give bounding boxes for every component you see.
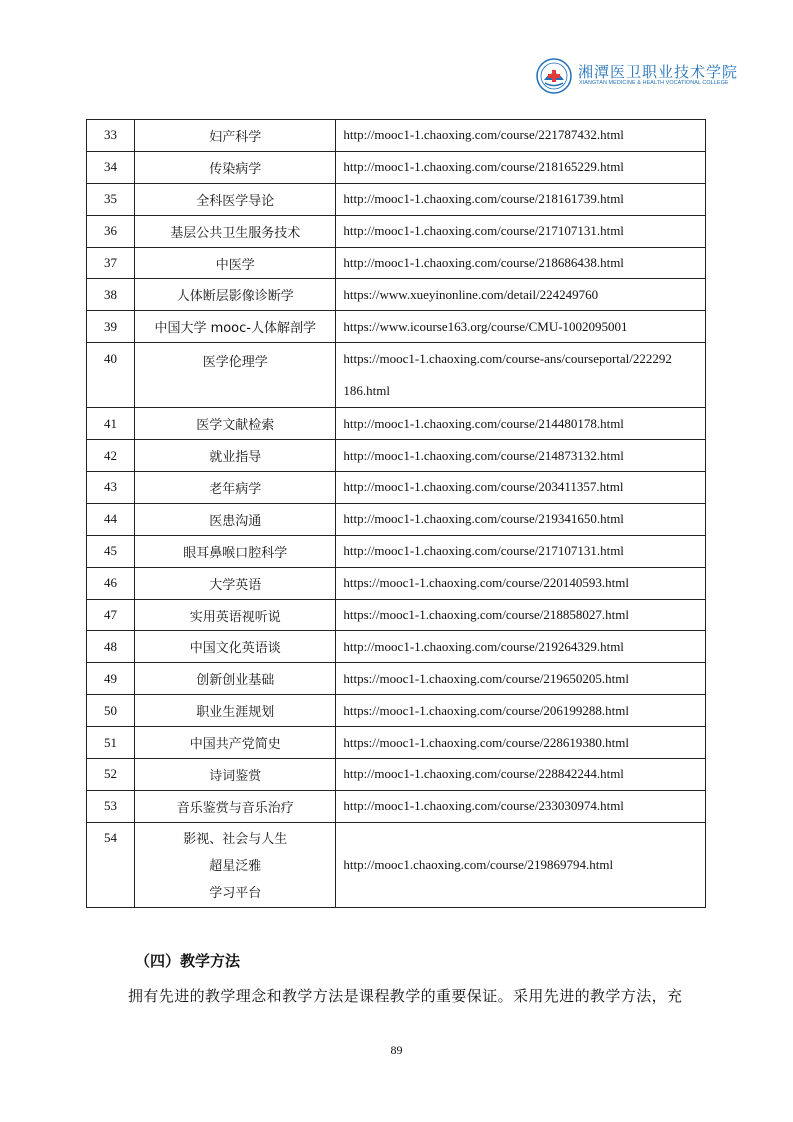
course-link[interactable]: http://mooc1-1.chaoxing.com/course/217107131.html [336,535,706,567]
row-number: 49 [87,663,135,695]
body-paragraph: 拥有先进的教学理念和教学方法是课程教学的重要保证。采用先进的教学方法，充 [128,987,683,1005]
table-row [87,311,706,343]
row-number: 39 [87,311,135,343]
course-link[interactable]: http://mooc1-1.chaoxing.com/course/219264329.html [336,631,706,663]
course-name-line: 影视、社会与人生 [183,831,288,847]
course-link[interactable]: http://mooc1-1.chaoxing.com/course/219341650.html [336,503,706,535]
course-link[interactable]: http://mooc1-1.chaoxing.com/course/221787432.html [336,120,706,152]
course-link[interactable]: http://mooc1-1.chaoxing.com/course/214873132.html [336,440,706,472]
course-name: 中医学 [135,247,336,279]
course-name: 诗词鉴赏 [135,759,336,791]
course-name: 大学英语 [135,567,336,599]
course-name-line: 超星泛雅 [209,858,262,874]
table-row [87,535,706,567]
table-row [87,120,706,152]
course-name: 妇产科学 [135,120,336,152]
course-name: 医患沟通 [135,503,336,535]
course-link[interactable]: http://mooc1-1.chaoxing.com/course/203411357.html [336,472,706,504]
table-row [87,472,706,504]
course-link[interactable]: https://mooc1-1.chaoxing.com/course/220140593.html [336,567,706,599]
course-link[interactable]: https://mooc1-1.chaoxing.com/course/206199288.html [336,695,706,727]
course-link-line: 186.html [343,383,390,399]
table-row [87,727,706,759]
row-number: 33 [87,120,135,152]
college-emblem-icon [536,58,572,94]
course-name: 实用英语视听说 [135,599,336,631]
course-link-line: https://mooc1-1.chaoxing.com/course-ans/courseportal/222292 [343,351,672,367]
table-row [87,183,706,215]
course-name: 中国大学 mooc-人体解剖学 [135,311,336,343]
course-link[interactable]: http://mooc1-1.chaoxing.com/course/218161739.html [336,183,706,215]
row-number: 45 [87,535,135,567]
course-name: 医学文献检索 [135,408,336,440]
row-number: 34 [87,151,135,183]
row-number: 53 [87,790,135,822]
row-number: 50 [87,695,135,727]
table-row [87,503,706,535]
college-logo [536,58,739,94]
course-name: 创新创业基础 [135,663,336,695]
table-row [87,822,706,907]
course-link[interactable]: http://mooc1-1.chaoxing.com/course/228842244.html [336,759,706,791]
table-row [87,663,706,695]
table-row [87,343,706,408]
course-link[interactable]: https://mooc1-1.chaoxing.com/course/219650205.html [336,663,706,695]
table-row [87,567,706,599]
course-name: 职业生涯规划 [135,695,336,727]
course-name: 医学伦理学 [135,343,336,408]
table-row [87,599,706,631]
course-link[interactable]: http://mooc1.chaoxing.com/course/219869794.html [336,822,706,907]
course-name-line: 学习平台 [209,885,262,901]
table-row [87,279,706,311]
table-row [87,408,706,440]
table-row [87,151,706,183]
row-number: 38 [87,279,135,311]
row-number: 51 [87,727,135,759]
table-row [87,759,706,791]
course-name: 人体断层影像诊断学 [135,279,336,311]
table-row [87,247,706,279]
page-number: 89 [390,1043,403,1057]
course-name: 传染病学 [135,151,336,183]
row-number: 41 [87,408,135,440]
table-row [87,215,706,247]
row-number: 54 [87,822,135,907]
row-number: 46 [87,567,135,599]
row-number: 44 [87,503,135,535]
row-number: 35 [87,183,135,215]
course-link[interactable]: https://www.xueyinonline.com/detail/224249760 [336,279,706,311]
course-link[interactable]: https://mooc1-1.chaoxing.com/course/218858027.html [336,599,706,631]
row-number: 48 [87,631,135,663]
row-number: 37 [87,247,135,279]
course-link[interactable]: http://mooc1-1.chaoxing.com/course/218165229.html [336,151,706,183]
row-number: 36 [87,215,135,247]
table-row [87,790,706,822]
course-resource-table [86,119,706,908]
table-row [87,631,706,663]
table-row [87,440,706,472]
course-link[interactable]: https://mooc1-1.chaoxing.com/course/228619380.html [336,727,706,759]
row-number: 52 [87,759,135,791]
course-name: 中国文化英语谈 [135,631,336,663]
college-name-en: XIANGTAN MEDICINE & HEALTH VOCATIONAL COLLEGE [579,80,729,86]
course-name: 全科医学导论 [135,183,336,215]
college-name-cn: 湘潭医卫职业技术学院 [578,63,739,81]
row-number: 40 [87,343,135,408]
course-link[interactable]: http://mooc1-1.chaoxing.com/course/218686438.html [336,247,706,279]
course-link[interactable]: http://mooc1-1.chaoxing.com/course/233030974.html [336,790,706,822]
course-link[interactable]: http://mooc1-1.chaoxing.com/course/214480178.html [336,408,706,440]
course-name [135,822,336,907]
row-number: 42 [87,440,135,472]
course-name: 中国共产党简史 [135,727,336,759]
course-name: 基层公共卫生服务技术 [135,215,336,247]
row-number: 47 [87,599,135,631]
course-link[interactable]: http://mooc1-1.chaoxing.com/course/217107131.html [336,215,706,247]
course-name: 眼耳鼻喉口腔科学 [135,535,336,567]
course-name: 就业指导 [135,440,336,472]
section-heading: （四）教学方法 [135,952,241,970]
course-name: 音乐鉴赏与音乐治疗 [135,790,336,822]
course-link[interactable]: https://www.icourse163.org/course/CMU-1002095001 [336,311,706,343]
course-name: 老年病学 [135,472,336,504]
row-number: 43 [87,472,135,504]
table-row [87,695,706,727]
course-link[interactable] [336,343,706,408]
